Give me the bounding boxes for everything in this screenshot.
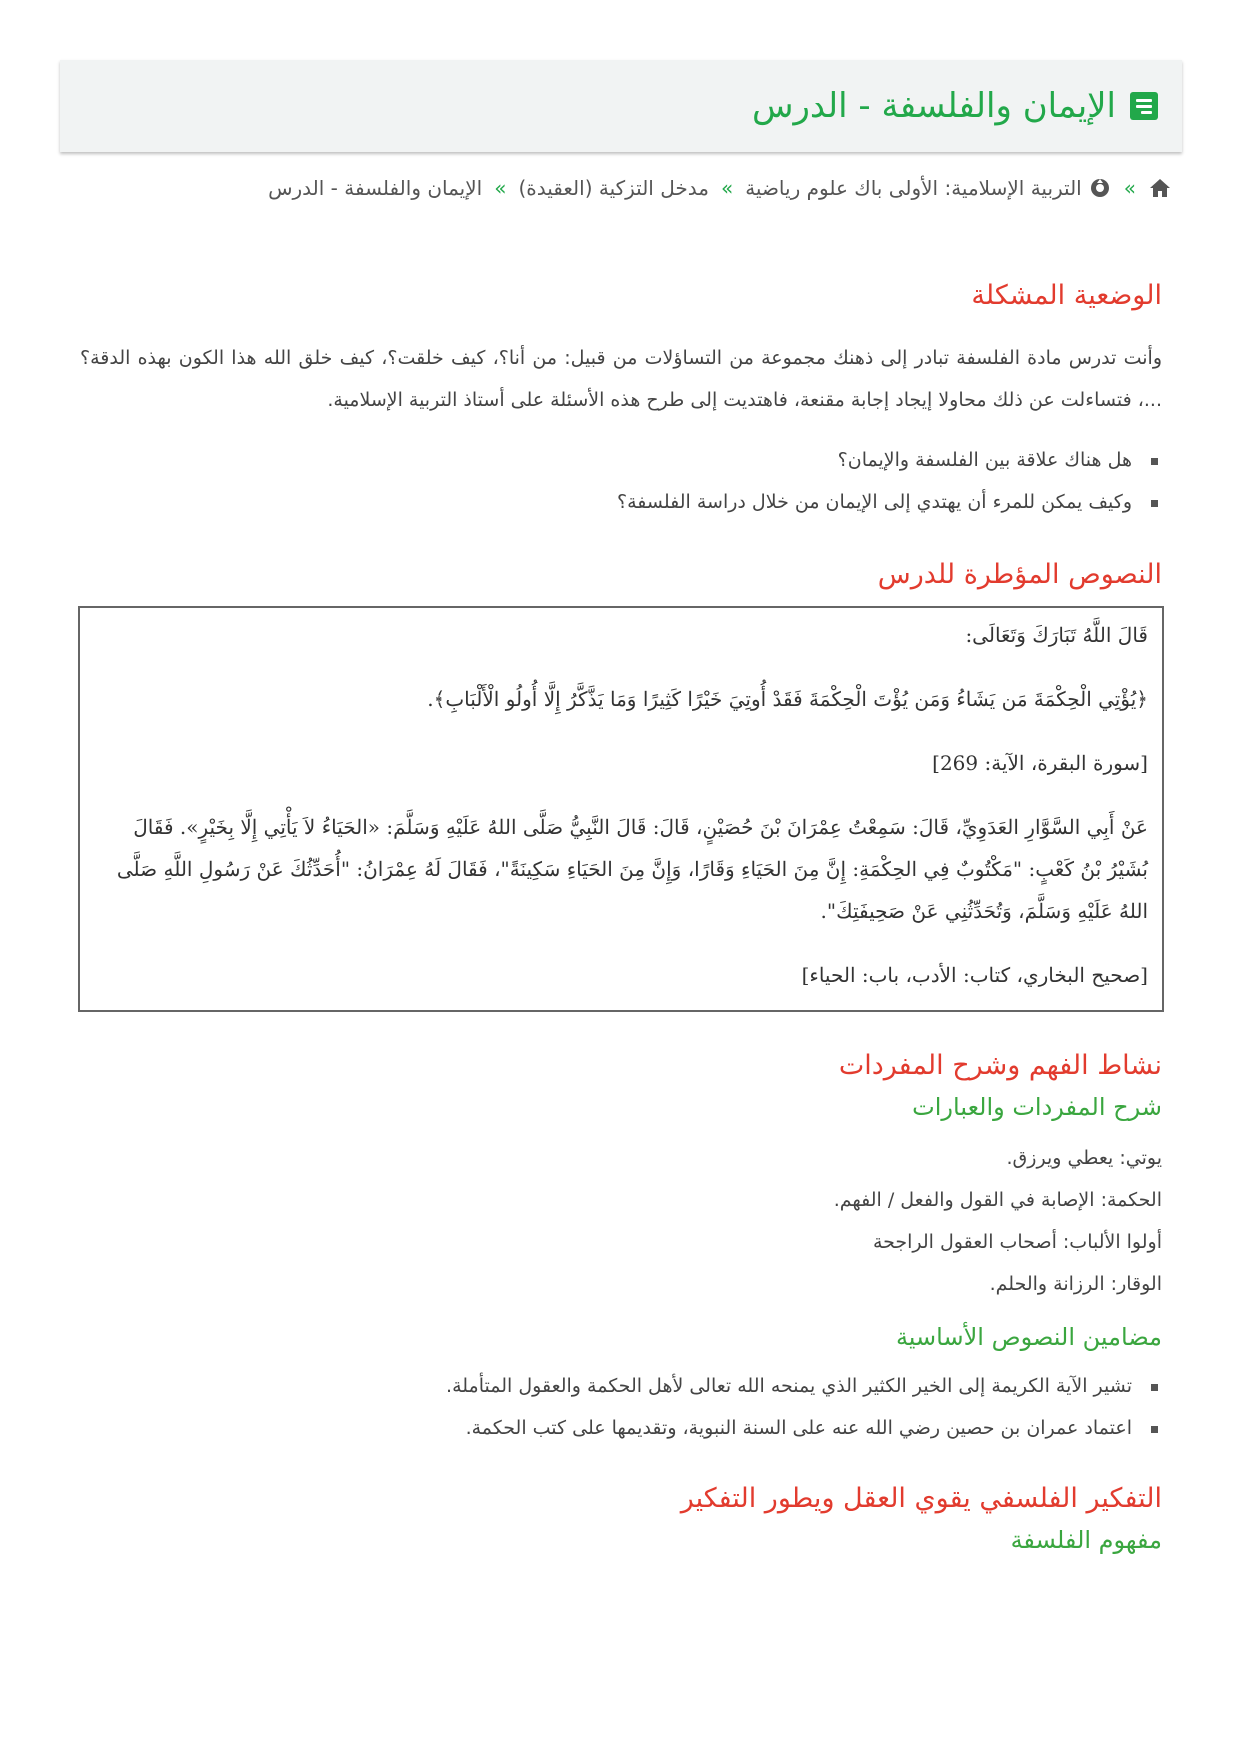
themes-list <box>80 1365 1162 1449</box>
verse-text: ﴿يُؤْتِي الْحِكْمَةَ مَن يَشَاءُ وَمَن يُؤْتَ الْحِكْمَةَ فَقَدْ أُوتِيَ خَيْرًا كَثِيرًا وَمَا يَذَّكَّرُ إِلَّا أُولُو الْأَلْبَابِ﴾. <box>427 687 1148 711</box>
hadith-text: عَنْ أَبِي السَّوَّارِ العَدَوِيِّ، قَالَ: سَمِعْتُ عِمْرَانَ بْنَ حُصَيْنٍ، قَالَ: قَالَ النَّبِيُّ صَلَّى اللهُ عَلَيْهِ وَسَلَّمَ: «الحَيَاءُ لاَ يَأْتِي إِلَّا بِخَيْرٍ». فَقَالَ بُشَيْرُ بْنُ كَعْبٍ: "مَكْتُوبٌ فِي الحِكْمَةِ: إِنَّ مِنَ الحَيَاءِ وَقَارًا، وَإِنَّ مِنَ الحَيَاءِ سَكِينَةً"، فَقَالَ لَهُ عِمْرَانُ: "أُحَدِّثُكَ عَنْ رَسُولِ اللَّهِ صَلَّى اللهُ عَلَيْهِ وَسَلَّمَ، وَتُحَدِّثُنِي عَنْ صَحِيفَتِكَ". <box>116 815 1148 923</box>
problem-heading: الوضعية المشكلة <box>971 280 1162 311</box>
breadcrumb-current: الإيمان والفلسفة - الدرس <box>268 176 483 200</box>
vocab-item: الحكمة: الإصابة في القول والفعل / الفهم. <box>833 1189 1162 1211</box>
vocab-heading: شرح المفردات والعبارات <box>912 1093 1162 1121</box>
lesson-content <box>80 280 1162 1554</box>
list-item: هل هناك علاقة بين الفلسفة والإيمان؟ <box>80 439 1162 481</box>
breadcrumb <box>60 176 1182 200</box>
verse-reference: [سورة البقرة، الآية: 269] <box>932 751 1148 775</box>
texts-heading: النصوص المؤطرة للدرس <box>877 559 1162 590</box>
philosophy-subheading: مفهوم الفلسفة <box>1010 1526 1162 1554</box>
lesson-header <box>60 60 1182 152</box>
verse-intro: قَالَ اللَّهُ تَبَارَكَ وَتَعَالَى: <box>965 623 1148 647</box>
breadcrumb-separator: » <box>494 176 507 200</box>
vocab-item: الوقار: الرزانة والحلم. <box>989 1273 1162 1295</box>
hadith-reference: [صحيح البخاري، كتاب: الأدب، باب: الحياء] <box>801 963 1148 987</box>
breadcrumb-separator: » <box>720 176 734 200</box>
vocab-item: أولوا الألباب: أصحاب العقول الراجحة <box>872 1231 1162 1253</box>
page-title: الإيمان والفلسفة - الدرس <box>752 86 1116 126</box>
problem-questions <box>80 439 1162 523</box>
breadcrumb-separator: » <box>1123 176 1136 200</box>
list-item: اعتماد عمران بن حصين رضي الله عنه على السنة النبوية، وتقديمها على كتب الحكمة. <box>80 1407 1162 1449</box>
list-item: وكيف يمكن للمرء أن يهتدي إلى الإيمان من خلال دراسة الفلسفة؟ <box>80 481 1162 523</box>
problem-paragraph: وأنت تدرس مادة الفلسفة تبادر إلى ذهنك مجموعة من التساؤلات من قبيل: من أنا؟، كيف خلقت؟، كيف خلق الله هذا الكون بهذه الدقة؟ ...، فتساءلت عن ذلك محاولا إيجاد إجابة مقنعة، فاهتديت إلى طرح هذه الأسئلة على أستاذ التربية الإسلامية. <box>80 347 1162 411</box>
subject-icon <box>1088 176 1112 200</box>
themes-heading: مضامين النصوص الأساسية <box>895 1323 1162 1351</box>
document-icon <box>1130 92 1158 120</box>
vocab-item: يوتي: يعطي ويرزق. <box>1006 1147 1162 1169</box>
activity-heading: نشاط الفهم وشرح المفردات <box>838 1050 1162 1081</box>
breadcrumb-unit[interactable]: مدخل التزكية (العقيدة) <box>518 176 709 200</box>
philosophy-heading: التفكير الفلسفي يقوي العقل ويطور التفكير <box>680 1483 1162 1514</box>
texts-box <box>78 606 1164 1012</box>
list-item: تشير الآية الكريمة إلى الخير الكثير الذي يمنحه الله تعالى لأهل الحكمة والعقول المتأملة. <box>80 1365 1162 1407</box>
vocab-list <box>80 1137 1162 1305</box>
breadcrumb-subject[interactable]: التربية الإسلامية: الأولى باك علوم رياضية <box>745 176 1082 200</box>
home-icon[interactable] <box>1148 176 1172 200</box>
